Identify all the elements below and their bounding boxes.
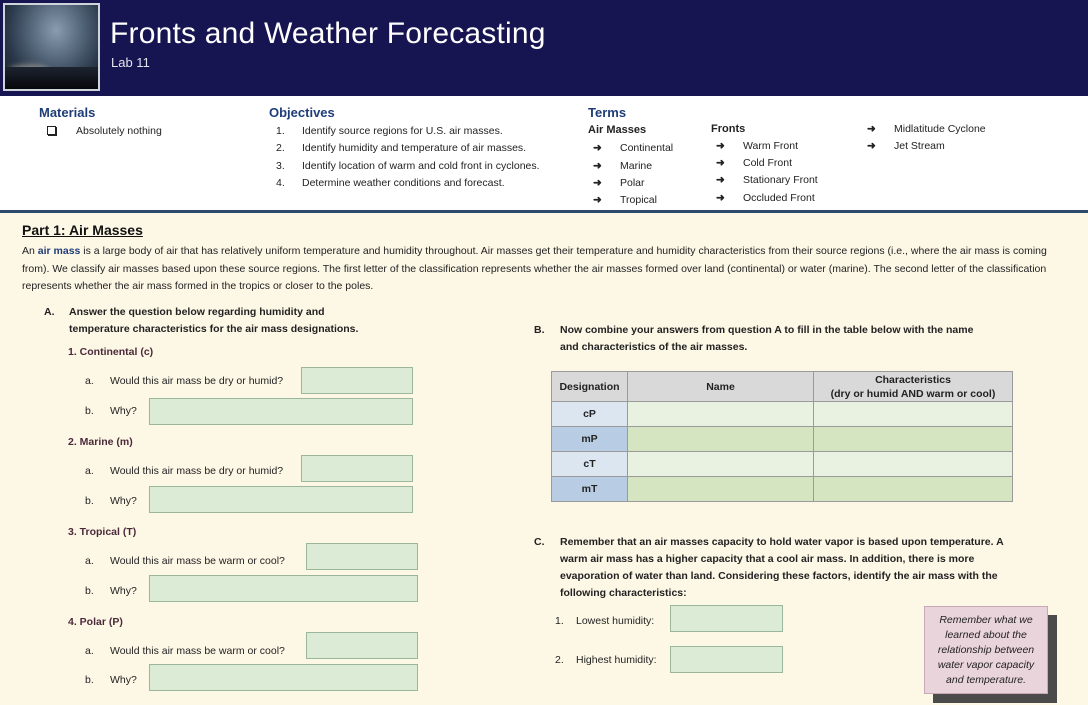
table-header-row (552, 372, 1013, 402)
table-row (552, 452, 1013, 477)
objective-item: 4. Determine weather conditions and forecast. (276, 177, 505, 189)
marine-heading: 2. Marine (m) (68, 436, 133, 448)
materials-item: Absolutely nothing (47, 125, 162, 137)
question-text: a. Would this air mass be dry or humid? (85, 465, 284, 477)
fronts-terms-heading: Fronts (711, 123, 746, 135)
question-text: a. Would this air mass be warm or cool? (85, 555, 285, 567)
col-designation-header: Designation (552, 372, 628, 402)
header-banner (0, 0, 1088, 96)
question-text: b. Why? (85, 585, 137, 597)
characteristics-input-cell[interactable] (814, 402, 1013, 427)
lab-number: Lab 11 (111, 55, 150, 70)
question-text: a. Would this air mass be warm or cool? (85, 645, 285, 657)
designation-cell: mT (552, 477, 628, 502)
term-item: ➜ Tropical (593, 194, 657, 206)
answer-field[interactable] (301, 367, 413, 394)
term-item: ➜ Polar (593, 177, 645, 189)
term-item: ➜ Continental (593, 142, 674, 154)
question-text: b. Why? (85, 405, 137, 417)
polar-heading: 4. Polar (P) (68, 616, 123, 628)
tropical-heading: 3. Tropical (T) (68, 526, 137, 538)
question-a-prompt: Answer the question below regarding humidity and temperature characteristics for the air mass designations. (69, 306, 359, 335)
table-row (552, 477, 1013, 502)
arrow-icon: ➜ (593, 194, 602, 206)
col-name-header: Name (628, 372, 814, 402)
air-mass-table (551, 371, 1013, 502)
characteristics-input-cell[interactable] (814, 477, 1013, 502)
arrow-icon: ➜ (593, 160, 602, 172)
part1-intro: An air mass is a large body of air that has relatively uniform temperature and humidity throughout. Air masses get their temperature and humidity characteristics from their source regions (i.e., where the air mass is coming from). We classify air masses based upon these source regions. The first letter of the classification represents whether the air masses formed over land (continental) or water (marine). The second letter of the classification represents whether the air mass formed in the tropics or closer to the poles. (22, 245, 1047, 292)
objective-item: 2. Identify humidity and temperature of air masses. (276, 142, 527, 154)
arrow-icon: ➜ (716, 157, 725, 169)
objective-item: 3. Identify location of warm and cold front in cyclones. (276, 160, 540, 172)
storm-cloud-photo (3, 3, 100, 91)
term-item: ➜ Cold Front (716, 157, 793, 169)
ground-silhouette (5, 67, 98, 89)
designation-cell: cP (552, 402, 628, 427)
arrow-icon: ➜ (867, 140, 876, 152)
question-text: b. Why? (85, 495, 137, 507)
arrow-icon: ➜ (716, 192, 725, 204)
highest-humidity-label: 2. Highest humidity: (555, 654, 657, 666)
table-row (552, 427, 1013, 452)
objectives-heading: Objectives (269, 105, 335, 120)
term-item: ➜ Occluded Front (716, 192, 815, 204)
name-input-cell[interactable] (628, 402, 814, 427)
answer-field[interactable] (149, 664, 418, 691)
question-b-letter: B. (534, 324, 545, 336)
highest-humidity-field[interactable] (670, 646, 783, 673)
continental-heading: 1. Continental (c) (68, 346, 154, 358)
checkbox-icon (47, 126, 56, 135)
question-c-prompt: Remember that an air masses capacity to hold water vapor is based upon temperature. A warm air mass has a higher capacity that a cool air mass. In addition, there is more evaporation of water than land. Considering these factors, identify the air mass with the following characteristics: (560, 536, 1004, 599)
question-c-letter: C. (534, 536, 545, 548)
term-item: ➜ Midlatitude Cyclone (867, 123, 986, 135)
arrow-icon: ➜ (716, 174, 725, 186)
table-row (552, 402, 1013, 427)
name-input-cell[interactable] (628, 477, 814, 502)
name-input-cell[interactable] (628, 427, 814, 452)
objective-item: 1. Identify source regions for U.S. air masses. (276, 125, 503, 137)
designation-cell: mP (552, 427, 628, 452)
designation-cell: cT (552, 452, 628, 477)
term-item: ➜ Warm Front (716, 140, 799, 152)
characteristics-input-cell[interactable] (814, 427, 1013, 452)
air-mass-term: air mass (37, 245, 81, 257)
page-title: Fronts and Weather Forecasting (110, 17, 546, 50)
term-item: ➜ Marine (593, 160, 653, 172)
divider (0, 210, 1088, 213)
terms-heading: Terms (588, 105, 627, 120)
lowest-humidity-label: 1. Lowest humidity: (555, 615, 655, 627)
col-characteristics-header: Characteristics (dry or humid AND warm or cool) (814, 372, 1013, 402)
answer-field[interactable] (149, 486, 413, 513)
term-item: ➜ Jet Stream (867, 140, 945, 152)
answer-field[interactable] (301, 455, 413, 482)
arrow-icon: ➜ (716, 140, 725, 152)
arrow-icon: ➜ (593, 177, 602, 189)
arrow-icon: ➜ (867, 123, 876, 135)
air-masses-terms-heading: Air Masses (588, 124, 647, 136)
question-a-letter: A. (44, 306, 55, 318)
question-b-prompt: Now combine your answers from question A to fill in the table below with the name and characteristics of the air masses. (560, 324, 974, 353)
part1-heading: Part 1: Air Masses (22, 222, 143, 238)
name-input-cell[interactable] (628, 452, 814, 477)
reminder-note: Remember what we learned about the relationship between water vapor capacity and temperature. (924, 606, 1048, 694)
characteristics-input-cell[interactable] (814, 452, 1013, 477)
question-text: a. Would this air mass be dry or humid? (85, 375, 284, 387)
answer-field[interactable] (306, 543, 418, 570)
term-item: ➜ Stationary Front (716, 174, 818, 186)
answer-field[interactable] (306, 632, 418, 659)
lowest-humidity-field[interactable] (670, 605, 783, 632)
materials-heading: Materials (39, 105, 96, 120)
info-band (0, 96, 1088, 210)
answer-field[interactable] (149, 398, 413, 425)
question-text: b. Why? (85, 674, 137, 686)
answer-field[interactable] (149, 575, 418, 602)
arrow-icon: ➜ (593, 142, 602, 154)
